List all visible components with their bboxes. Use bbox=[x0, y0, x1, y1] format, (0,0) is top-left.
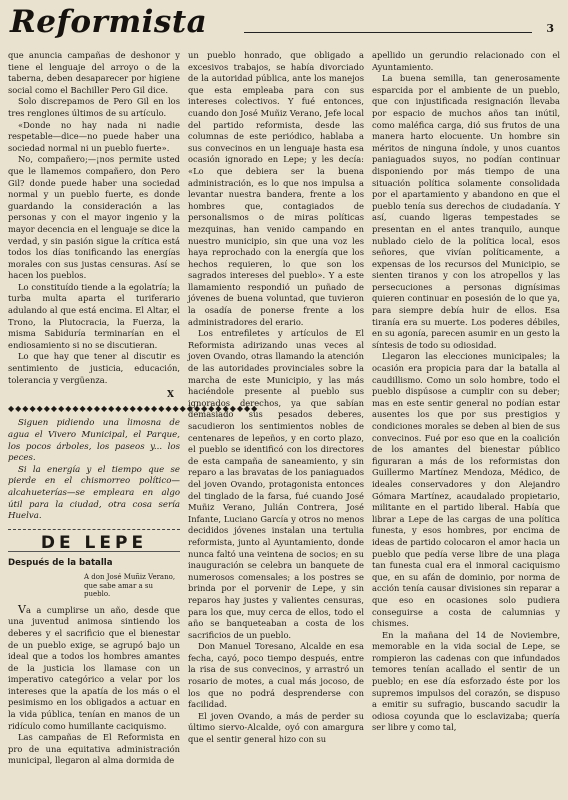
paragraph: Llegaron las elecciones municipales; la ocasión era propicia para dar la batalla al caudillismo. Como un solo hombre, todo el pueblo dispúsose a cumplir con su deber; mas en este sentir general no podían estar ausentes los que por sus prestigios y condiciones morales se deben al bien de sus convecinos. Fué por eso que en la coalición de los amantes del bienestar público figuraran a más de los reformistas don Guillermo Martínez Mendoza, Médico, de ideales conservadores y don Alejandro Gómara Martínez, acaudalado propietario, militante en el partido liberal. Había que librar a Lepe de las cargas de una política funesta, y esos hombres, por encima de ideas de partido colocaron el amor hacia un pueblo que pedía verse libre de una plaga tan funesta cual era el inmoral caciquismo que, en su afán de dominio, por norma de acción tenía causar divisiones sin reparar a que eso en ocasiones solo pudiera conseguirse a costa de calumnias y chismes. bbox=[372, 351, 560, 629]
section-separator: X bbox=[167, 390, 174, 401]
paragraph: Don Manuel Toresano, Alcalde en esa fecha, cayó, poco tiempo después, entre la risa de sus convecinos, y arrastró un rosario de motes, a cual más jocoso, de los que no podrá desprenderse con facilidad. bbox=[188, 641, 364, 710]
paragraph: La buena semilla, tan generosamente esparcida por el ambiente de un pueblo, que con injustificada resignación llevaba por espacio de muchos años tan inútil, como maléfica carga, dió sus frutos de una manera harto elocuente. Un hombre sin méritos de ninguna índole, y unos cuantos paniaguados suyos, no podían continuar disponiendo por más tiempo de una situación política solamente consolidada por el apartamiento y abandono en que el pueblo tenía sus derechos de ciudadanía. Y así, cuando ligeras tempestades se presentan en el antes tranquilo, aunque nublado cielo de la política local, esos señores, que vivían políticamente, a expensas de los recursos del Municipio, se sienten tiranos y con los atropellos y las persecuciones a personas dignísimas quieren continuar en posesión de lo que ya, para siempre debía huir de ellos. Esa tiranía era su muerte. Los poderes débiles, en su agonía, parecen asumir en un gesto la síntesis de todo su odiosidad. bbox=[372, 73, 560, 350]
paragraph: apellido un gerundio relacionado con el Ayuntamiento. bbox=[372, 50, 560, 72]
paragraph: Los entrefiletes y artículos de El Reformista adirizando unas veces al joven Ovando, otras llamando la atención de las autoridades provinciales sobre la marcha de este Municipio, y las más haciéndole presente al pueblo sus ignorados derechos, ya que sabían demasiado sus pesados deberes, sacudieron los sentimientos nobles de centenares de lepeños, y en corto plazo, el pueblo se identificó con los directores de esta campaña de saneamiento, y sin reparo a las bravatas de los paniaguados del joven Ovando, protagonista entonces del tinglado de la farsa, fué cuando José Muñiz Verano, Julián Contrera, José Infante, Luciano García y otros no menos decididos jóvenes instalan una tertulia reformista, junto al Ayuntamiento, donde nunca faltó una veintena de socios; en su inauguración se celebra un banquete de numerosos comensales; a los postres se brinda por el porvenir de Lepe, y sin reparos hay justes y valientes censuras, para los que, muy cerca de ellos, todo el año se banqueteaban a costa de los sacrificios de un pueblo. bbox=[188, 328, 364, 640]
section-title: DE LEPE bbox=[8, 538, 180, 553]
paragraph: Las campañas de El Reformista en pro de una equitativa administración municipal, llegaron al alma dormida de bbox=[8, 732, 180, 766]
paragraph: No, compañero;—¡nos permite usted que le llamemos compañero, don Pero Gil? donde puede haber una sociedad normal y un pueblo fuerte, es donde guardando la consideración a las personas y con el mayor ingenio y la mayor decencia en el lenguaje se dice la verdad, y sin pasión sigue la crítica está todos los días tonificando las energías morales con sus justas censuras. Así se hacen los pueblos. bbox=[8, 154, 180, 281]
column-3 bbox=[372, 50, 560, 734]
masthead bbox=[8, 6, 560, 46]
paragraph: Lo que hay que tener al discutir es sentimiento de justicia, educación, tolerancia y vergüenza. bbox=[8, 351, 180, 385]
paragraph: El joven Ovando, a más de perder su último siervo-Alcalde, oyó con amargura que el sentir general hizo con su bbox=[188, 710, 364, 745]
italic-notes bbox=[8, 418, 180, 522]
paragraph: En la mañana del 14 de Noviembre, memorable en la vida social de Lepe, se rompieron las cadenas con que infundados temores tenían acallado el sentir de un pueblo; en ese día esforzado éste por los supremos impulsos del corazón, se dispuso a emitir su sufragio, buscando sacudir la odiosa coyunda que lo esclavizaba; quería ser libre y como tal, bbox=[372, 629, 560, 733]
article-subhead: Después de la batalla bbox=[8, 558, 113, 569]
italic-note: Si la energía y el tiempo que se pierde en el chismorreo político—alcahueterías—se empleara en algo útil para la ciudad, otra cosa sería Huelva. bbox=[8, 464, 180, 522]
dashed-divider bbox=[8, 529, 180, 530]
dedication: A don José Muñiz Verano, que sabe amar a su pueblo. bbox=[84, 572, 176, 599]
dotted-divider: ◆◆◆◆◆◆◆◆◆◆◆◆◆◆◆◆◆◆◆◆◆◆◆◆◆◆◆◆◆◆◆◆◆◆◆ bbox=[8, 403, 259, 413]
paragraph: Lo constituído tiende a la egolatría; la turba multa aparta el turiferario adulando al que está encima. El Altar, el Trono, la Plutocracia, la Fuerza, la misma Sabiduría terminarían en el endiosamiento si no se discutieran. bbox=[8, 281, 180, 350]
paragraph: Va a cumplirse un año, desde que una juventud animosa sintiendo los deberes y el sacrificio que el bienestar de un pueblo exige, se agrupó bajo un ideal que a todos los hombres amantes de la justicia los llamase con un imperativo categórico a velar por los intereses que la apatía de los más o el pesimismo en los obligados a actuar en la vida pública, tenían en manos de un ridículo como humillante caciquismo. bbox=[8, 602, 180, 731]
column-1 bbox=[8, 50, 259, 767]
newspaper-title: Reformista bbox=[10, 4, 208, 40]
paragraph: Solo discrepamos de Pero Gil en los tres renglones últimos de su artículo. bbox=[8, 96, 180, 118]
quote-paragraph: «Donde no hay nada ni nadie respetable—dice—no puede haber una sociedad normal ni un pueblo fuerte». bbox=[8, 119, 180, 153]
page-number: 3 bbox=[546, 22, 554, 35]
paragraph: un pueblo honrado, que obligado a excesivos trabajos, se había divorciado de la autoridad pública, ante los manejos que esta empleaba para con sus intereses colectivos. Y fué entonces, cuando don José Muñiz Verano, Jefe local del partido reformista, desde las columnas de este periódico, hablaba a sus convecinos en un lenguaje hasta esa ocasión ignorado en Lepe; y les decía: «Lo que debiera ser la buena administración, es lo que nos impulsa a levantar nuestra bandera, frente a los hombres que, contagiados de personalismos o de miras políticas mezquinas, han venido campando en nuestro municipio, sin que una voz les haya reprochado con la energía que los hechos requieren, lo que son los sagrados intereses del pueblo». Y a este llamamiento respondió un puñado de jóvenes de buena voluntad, que tuvieron la osadía de ponerse frente a los administradores del erario. bbox=[188, 50, 364, 327]
italic-note: Siguen pidiendo una limosna de agua el Vivero Municipal, el Parque, los pocos árboles, los paseos y... los peces. bbox=[8, 418, 180, 464]
paragraph: que anuncia campañas de deshonor y tiene el lenguaje del arroyo o de la taberna, deben desaparecer por higiene social como el Bachiller Pero Gil dice. bbox=[8, 50, 180, 95]
masthead-rule bbox=[244, 32, 532, 33]
column-2 bbox=[188, 50, 364, 746]
